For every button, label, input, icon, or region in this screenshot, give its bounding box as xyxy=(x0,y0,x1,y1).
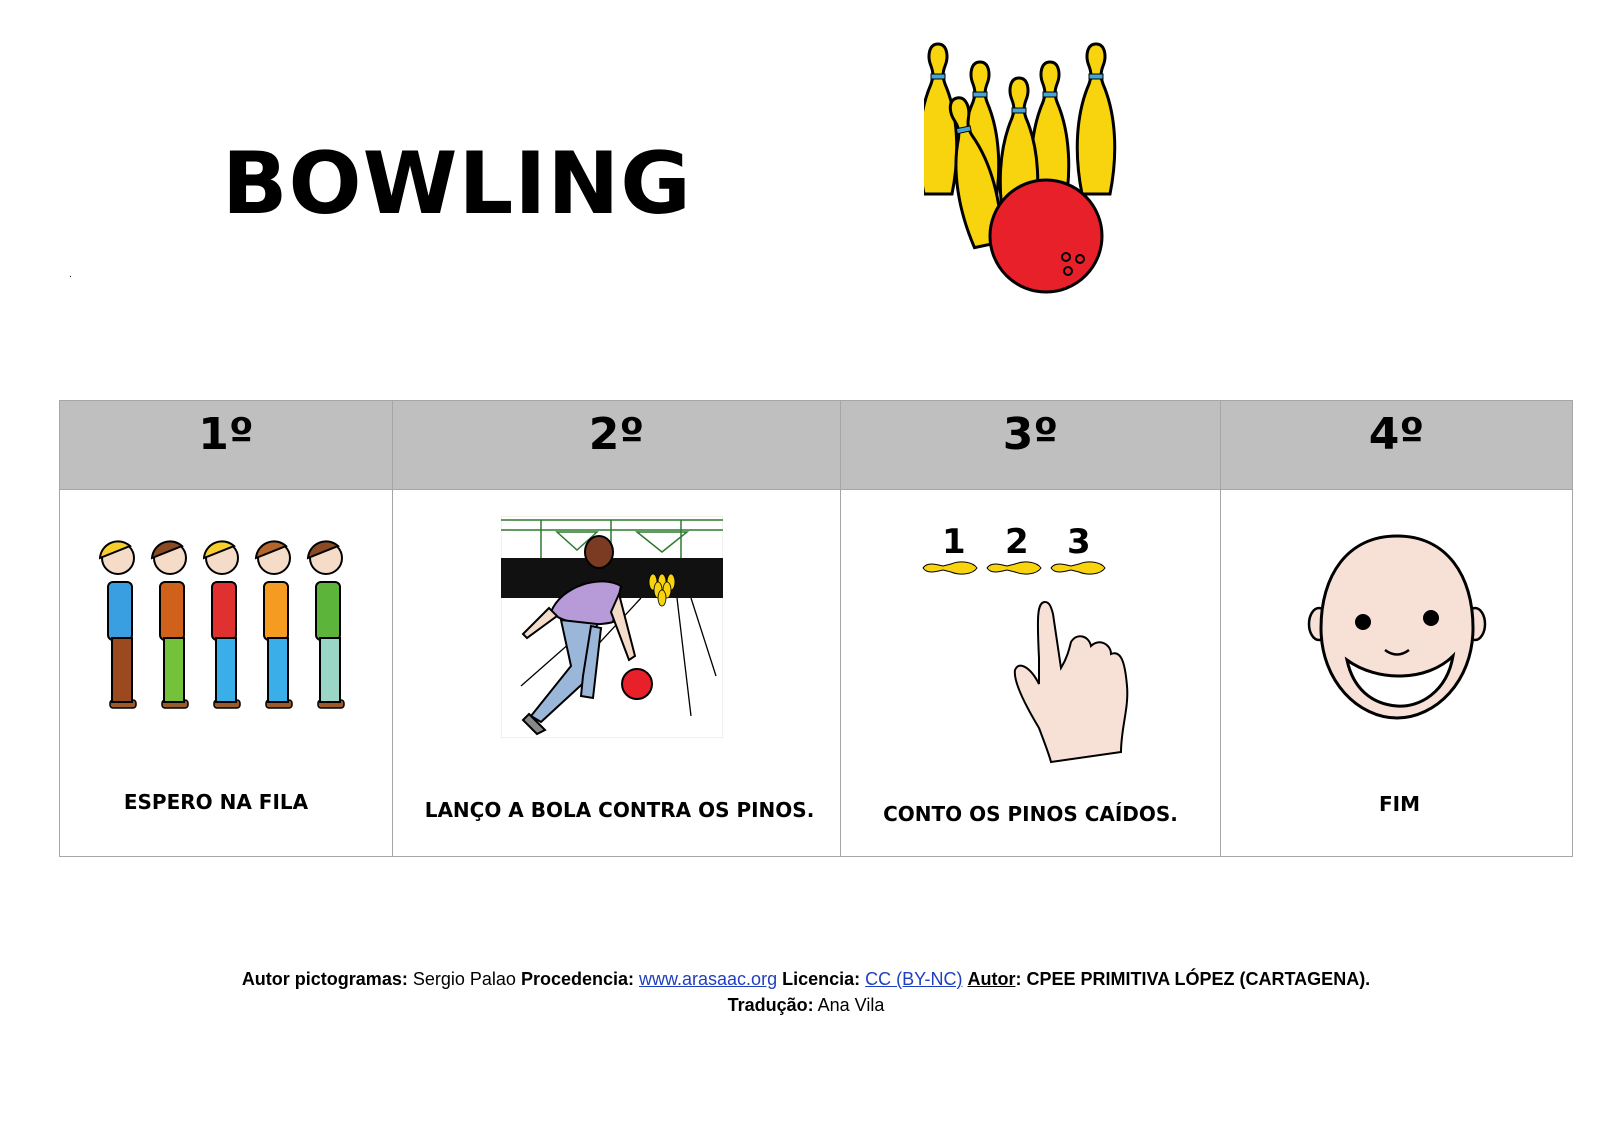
credit-label: Tradução: xyxy=(727,995,814,1015)
source-link[interactable]: www.arasaac.org xyxy=(639,969,778,989)
stray-dot: . xyxy=(69,269,72,280)
step-cell xyxy=(60,490,393,857)
steps-picture-row xyxy=(60,490,1573,857)
steps-table xyxy=(59,400,1573,857)
license-link[interactable]: CC (BY-NC) xyxy=(865,969,963,989)
steps-header-row xyxy=(60,401,1573,490)
step-cell xyxy=(841,490,1221,857)
step-number-cell xyxy=(60,401,393,490)
people-in-line-icon xyxy=(96,540,358,716)
credit-value: Ana Vila xyxy=(817,995,885,1015)
step-number: 4º xyxy=(1368,409,1425,460)
credits-footer xyxy=(230,966,1382,1018)
bowler-throwing-icon xyxy=(501,516,723,738)
credit-label: Autor pictogramas: xyxy=(241,969,408,989)
count-number: 3 xyxy=(1067,522,1091,562)
step-caption: ESPERO NA FILA xyxy=(123,790,309,814)
step-number-cell xyxy=(393,401,841,490)
step-cell xyxy=(1221,490,1573,857)
credit-label: Procedencia: xyxy=(520,969,634,989)
credit-value: CPEE PRIMITIVA LÓPEZ (CARTAGENA). xyxy=(1026,969,1371,989)
step-caption: LANÇO A BOLA CONTRA OS PINOS. xyxy=(424,798,815,822)
count-number: 1 xyxy=(942,522,966,562)
bowling-pins-and-ball-icon xyxy=(924,38,1164,308)
smiling-face-icon xyxy=(1307,532,1487,722)
step-number: 3º xyxy=(1002,409,1059,460)
step-number-cell xyxy=(1221,401,1573,490)
step-caption: FIM xyxy=(1378,792,1420,816)
page-title: BOWLING xyxy=(222,134,692,234)
step-cell xyxy=(393,490,841,857)
step-number-cell xyxy=(841,401,1221,490)
credit-label: Licencia: xyxy=(782,969,861,989)
count-number: 2 xyxy=(1005,522,1029,562)
credit-value: Sergio Palao xyxy=(412,969,516,989)
step-caption: CONTO OS PINOS CAÍDOS. xyxy=(883,802,1178,826)
credit-colon: : xyxy=(1015,969,1022,989)
step-number: 1º xyxy=(198,409,254,460)
counting-pins-icon xyxy=(921,558,1147,764)
step-number: 2º xyxy=(588,409,645,460)
credit-label: Autor xyxy=(967,969,1016,989)
